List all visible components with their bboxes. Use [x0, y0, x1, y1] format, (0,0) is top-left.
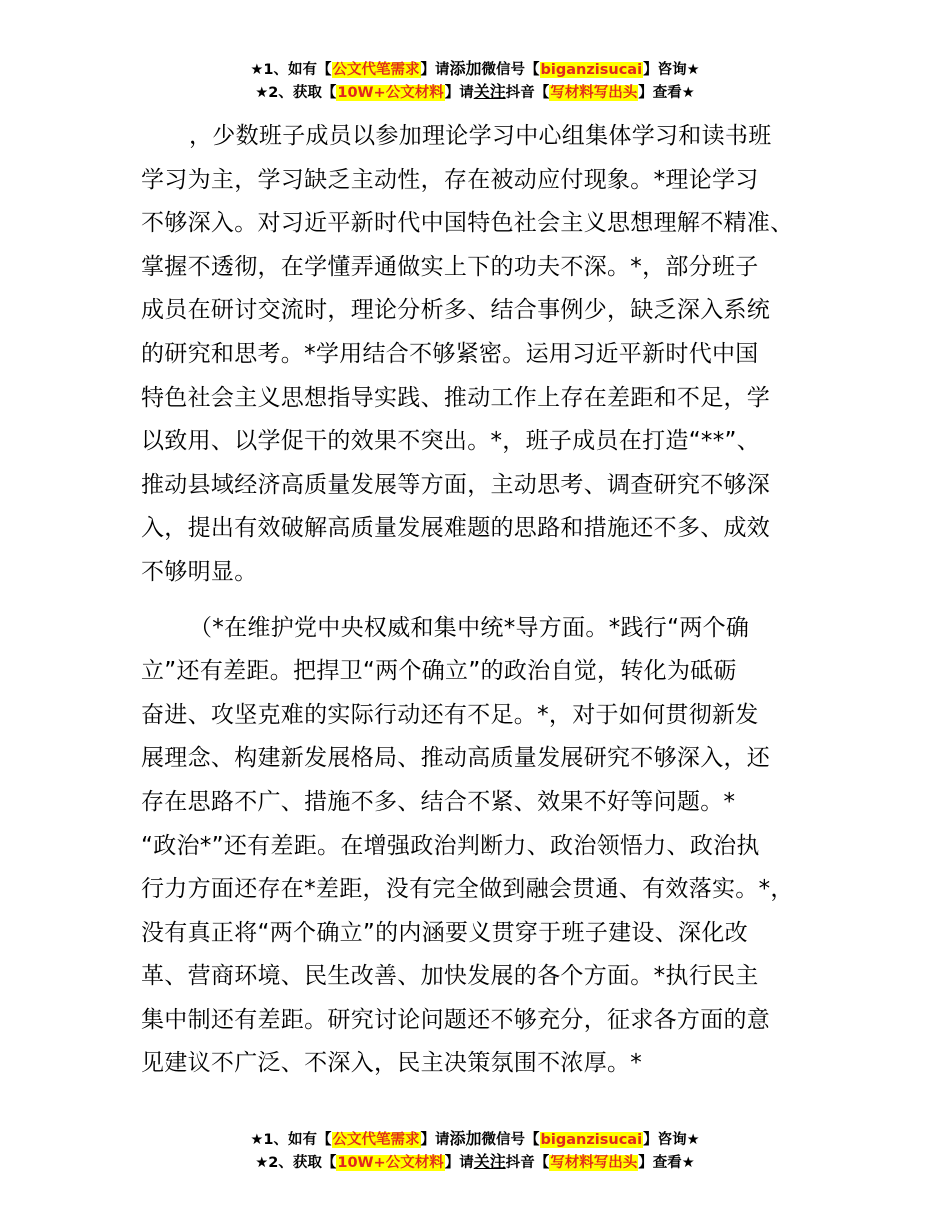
highlight-materials: 10W+公文材料	[337, 85, 444, 101]
banner-line-1: ★1、如有【公文代笔需求】请添加微信号【biganzisucai】咨询★	[250, 1129, 700, 1148]
text-line: 成员在研讨交流时，理论分析多、结合事例少，缺乏深入系统	[141, 297, 771, 324]
text-line: 行力方面还存在*差距，没有完全做到融会贯通、有效落实。*，	[141, 876, 794, 903]
text-line: 革、营商环境、民生改善、加快发展的各个方面。*执行民主	[141, 963, 759, 990]
paragraph-2	[141, 607, 821, 1087]
text-line: 见建议不广泛、不深入，民主决策氛围不浓厚。*	[141, 1050, 643, 1077]
text-line: 特色社会主义思想指导实践、推动工作上存在差距和不足，学	[141, 384, 771, 411]
highlight-service: 公文代笔需求	[332, 1132, 420, 1148]
highlight-wechat-id: biganzisucai	[540, 1132, 643, 1148]
star-icon: ★	[686, 62, 700, 78]
star-icon: ★	[250, 1132, 264, 1148]
document-body	[141, 115, 821, 1086]
text-line: ，少数班子成员以参加理论学习中心组集体学习和读书班	[189, 123, 772, 149]
text-line: 没有真正将“两个确立”的内涵要义贯穿于班子建设、深化改	[141, 919, 748, 946]
text-line: 展理念、构建新发展格局、推动高质量发展研究不够深入，还	[141, 745, 771, 772]
star-icon: ★	[255, 1155, 269, 1171]
banner-line-2: ★2、获取【10W+公文材料】请关注抖音【写材料写出头】查看★	[255, 82, 695, 101]
highlight-douyin-account: 写材料写出头	[550, 1155, 638, 1171]
text-line: 集中制还有差距。研究讨论问题还不够充分，征求各方面的意	[141, 1006, 771, 1033]
text-line: 不够深入。对习近平新时代中国特色社会主义思想理解不精准、	[141, 210, 794, 237]
text-line: 存在思路不广、措施不多、结合不紧、效果不好等问题。*	[141, 788, 736, 815]
footer-banner	[0, 1128, 950, 1174]
text-line: 奋进、攻坚克难的实际行动还有不足。*，对于如何贯彻新发	[141, 701, 759, 728]
paragraph-1	[141, 115, 821, 595]
highlight-materials: 10W+公文材料	[337, 1155, 444, 1171]
star-icon: ★	[681, 85, 695, 101]
text-line: 立”还有差距。把捍卫“两个确立”的政治自觉，转化为砥砺	[141, 658, 737, 685]
star-icon: ★	[681, 1155, 695, 1171]
text-line: 的研究和思考。*学用结合不够紧密。运用习近平新时代中国	[141, 340, 759, 367]
star-icon: ★	[250, 62, 264, 78]
highlight-wechat-id: biganzisucai	[540, 62, 643, 78]
banner-line-2: ★2、获取【10W+公文材料】请关注抖音【写材料写出头】查看★	[255, 1152, 695, 1171]
text-line: 学习为主，学习缺乏主动性，存在被动应付现象。*理论学习	[141, 166, 759, 193]
text-line: （*在维护党中央权威和集中统*导方面。*践行“两个确	[189, 614, 750, 641]
text-line: 不够明显。	[141, 558, 258, 585]
text-line: 以致用、以学促干的效果不突出。*，班子成员在打造“**”、	[141, 428, 761, 455]
text-line: “政治*”还有差距。在增强政治判断力、政治领悟力、政治执	[141, 832, 760, 859]
text-line: 掌握不透彻，在学懂弄通做实上下的功夫不深。*，部分班子	[141, 253, 759, 280]
highlight-douyin-account: 写材料写出头	[550, 85, 638, 101]
star-icon: ★	[255, 85, 269, 101]
banner-line-1: ★1、如有【公文代笔需求】请添加微信号【biganzisucai】咨询★	[250, 59, 700, 78]
header-banner	[0, 58, 950, 104]
star-icon: ★	[686, 1132, 700, 1148]
paragraph-gap	[141, 595, 821, 607]
highlight-service: 公文代笔需求	[332, 62, 420, 78]
text-line: 入，提出有效破解高质量发展难题的思路和措施还不多、成效	[141, 515, 771, 542]
text-line: 推动县域经济高质量发展等方面，主动思考、调查研究不够深	[141, 471, 771, 498]
